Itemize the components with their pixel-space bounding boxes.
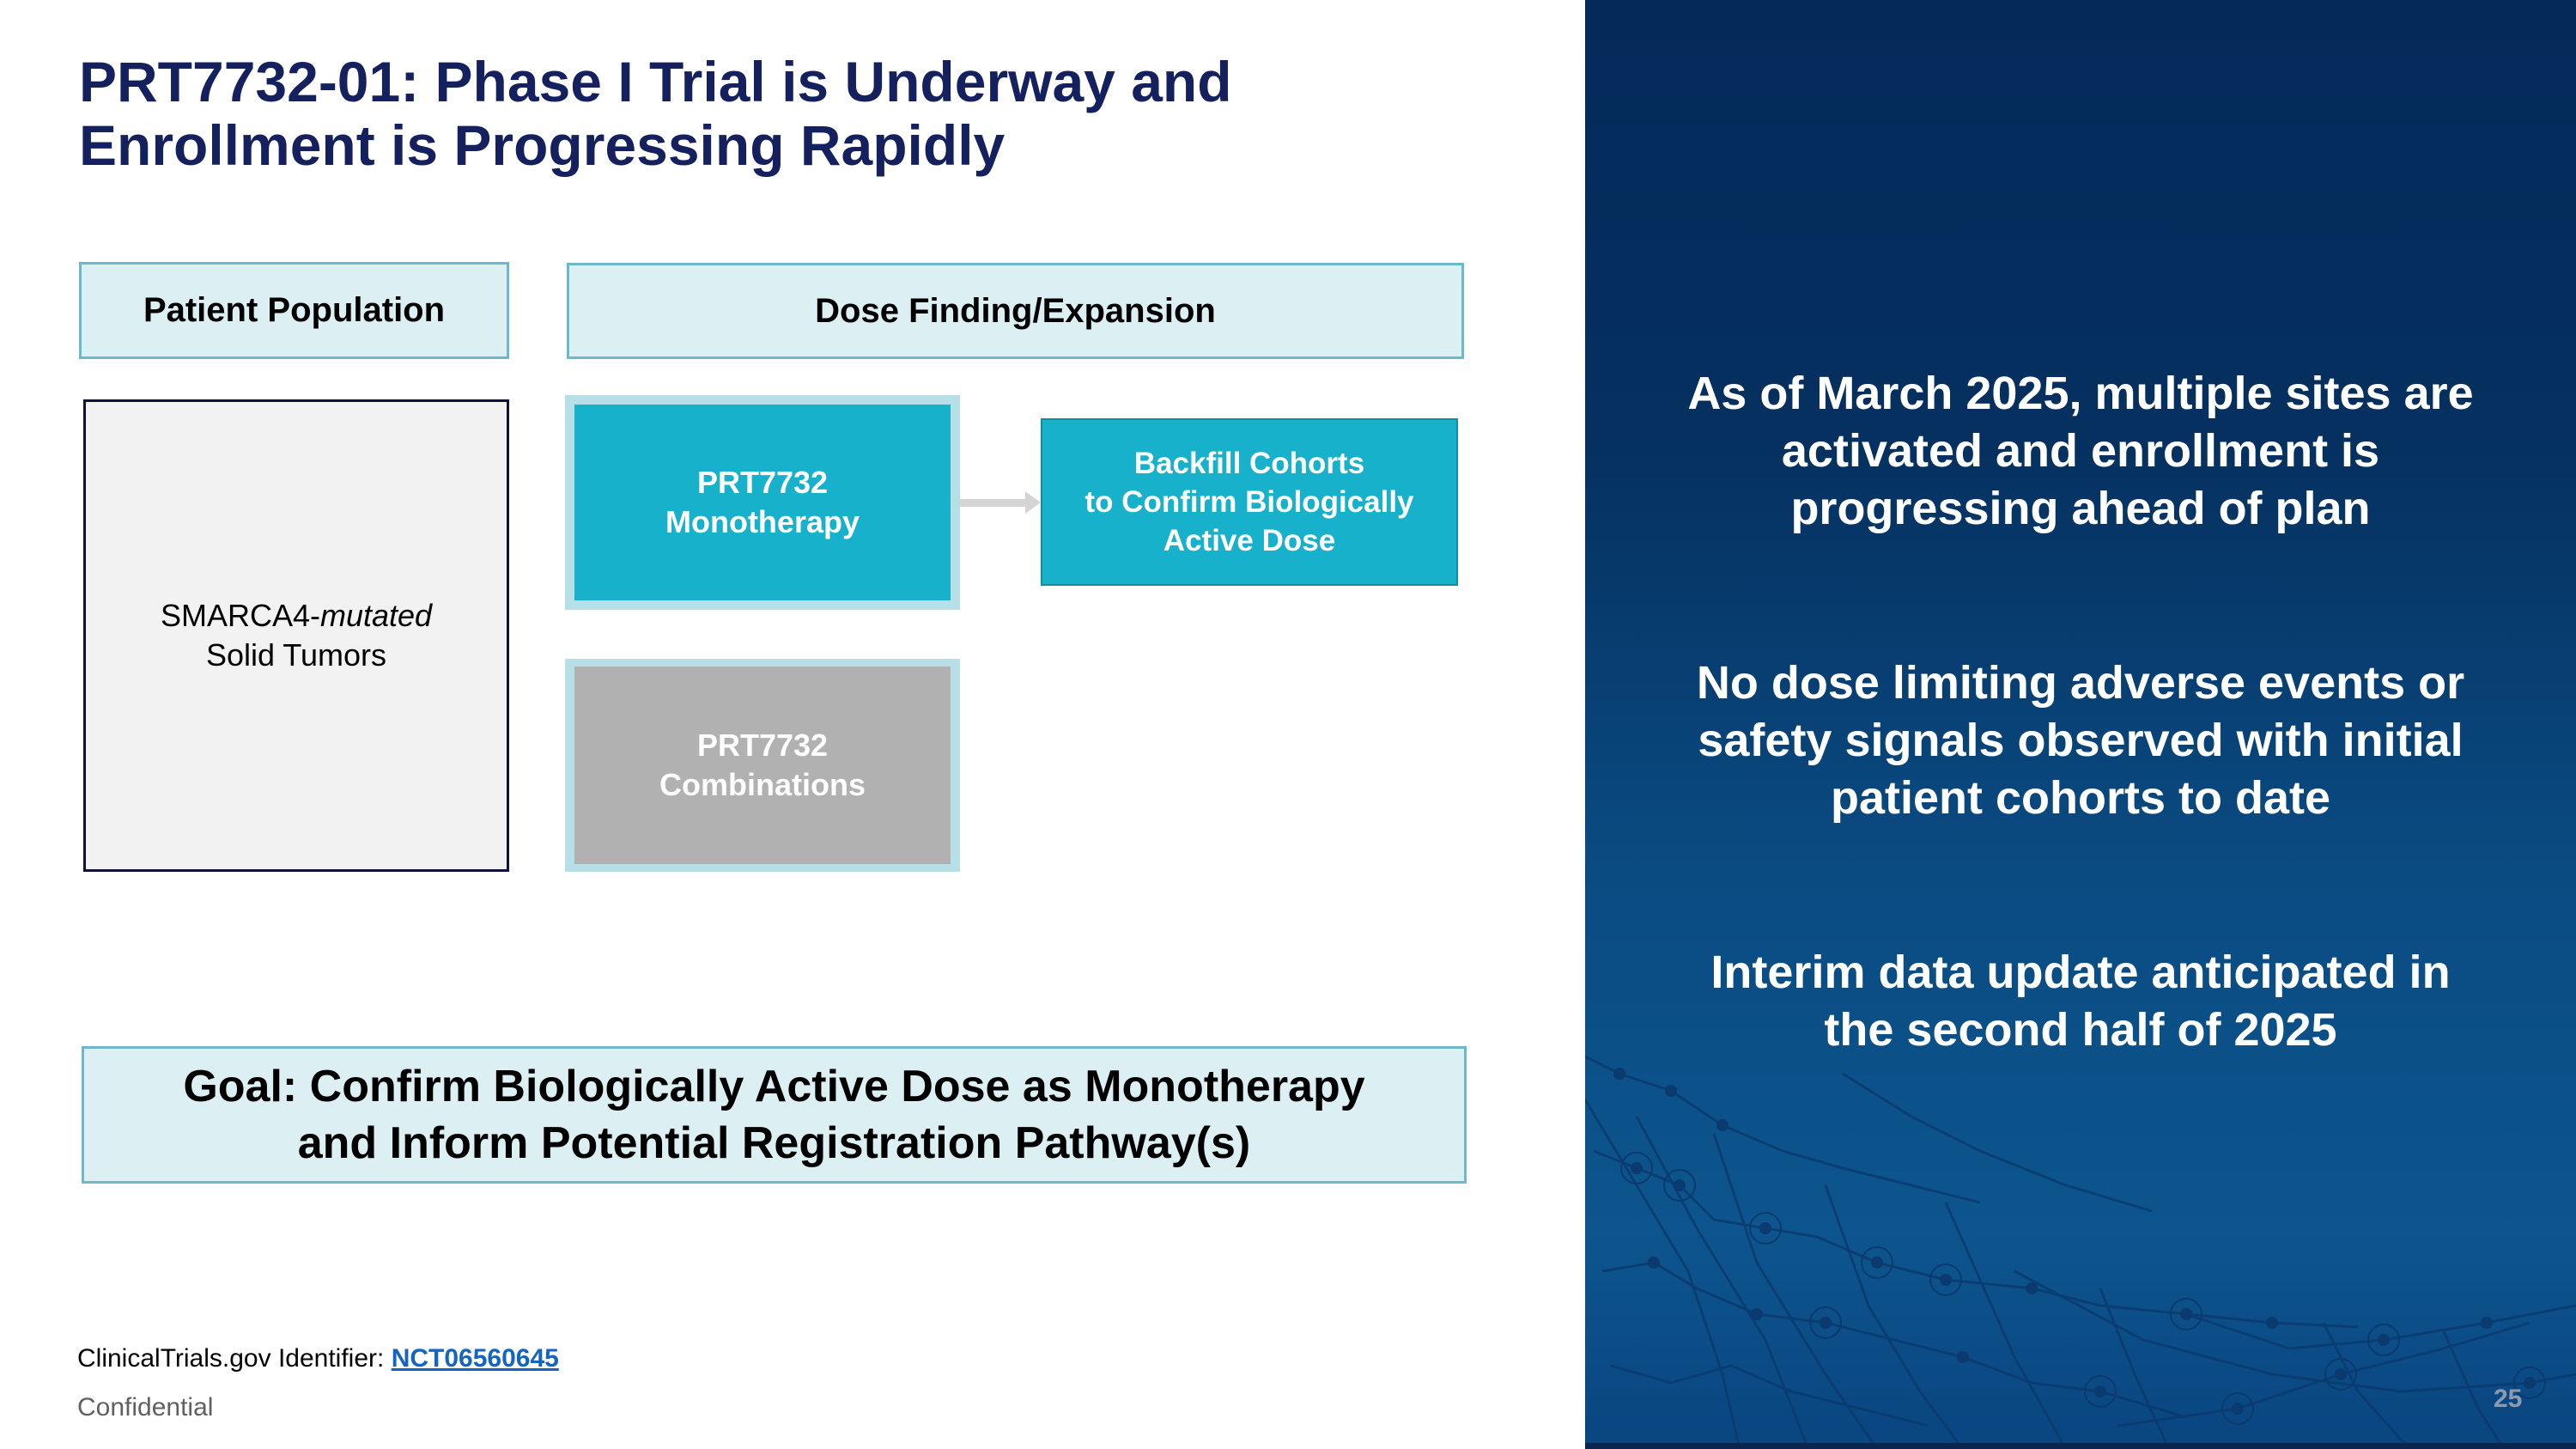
identifier-label: ClinicalTrials.gov Identifier: bbox=[77, 1344, 392, 1373]
monotherapy-line-2: Monotherapy bbox=[665, 504, 860, 539]
header-dose-finding-label: Dose Finding/Expansion bbox=[815, 291, 1216, 330]
backfill-cohorts-box bbox=[1041, 418, 1458, 586]
arrow-right-icon bbox=[960, 490, 1042, 515]
population-line-2: Solid Tumors bbox=[205, 637, 387, 673]
goal-line-2: and Inform Potential Registration Pathway(s) bbox=[297, 1118, 1251, 1168]
combinations-line-1: PRT7732 bbox=[696, 728, 829, 763]
confidential-label: Confidential bbox=[77, 1393, 214, 1422]
panel-bullet-2: No dose limiting adverse events or safety signals observed with initial patient cohorts to date bbox=[1696, 657, 2465, 824]
combinations-line-2: Combinations bbox=[659, 767, 866, 802]
panel-bottom-bar bbox=[1585, 1443, 2576, 1449]
slide-title bbox=[79, 50, 1539, 177]
panel-bullet-3: Interim data update anticipated in the second half of 2025 bbox=[1710, 947, 2451, 1056]
nct-link[interactable]: NCT06560645 bbox=[391, 1344, 559, 1373]
goal-line-1: Goal: Confirm Biologically Active Dose as Monotherapy bbox=[183, 1062, 1365, 1111]
title-line-2: Enrollment is Progressing Rapidly bbox=[79, 113, 1005, 177]
backfill-line-3: Active Dose bbox=[1163, 524, 1336, 557]
right-panel bbox=[1585, 0, 2576, 1449]
population-line-1: SMARCA4-mutated bbox=[160, 598, 433, 633]
backfill-line-2: to Confirm Biologically bbox=[1084, 485, 1414, 519]
header-patient-population bbox=[79, 262, 509, 359]
monotherapy-box bbox=[565, 395, 960, 610]
monotherapy-line-1: PRT7732 bbox=[696, 465, 829, 500]
header-patient-population-label: Patient Population bbox=[143, 291, 446, 329]
goal-box bbox=[82, 1046, 1467, 1184]
panel-bullet-1: As of March 2025, multiple sites are activated and enrollment is progressing ahead of plan bbox=[1687, 368, 2474, 534]
header-dose-finding bbox=[567, 263, 1464, 359]
combinations-box bbox=[565, 659, 960, 872]
backfill-line-1: Backfill Cohorts bbox=[1133, 447, 1365, 480]
population-box bbox=[83, 399, 509, 872]
title-line-1: PRT7732-01: Phase I Trial is Underway and bbox=[79, 50, 1232, 113]
clinicaltrials-identifier bbox=[77, 1344, 559, 1373]
page-number: 25 bbox=[2494, 1385, 2523, 1413]
